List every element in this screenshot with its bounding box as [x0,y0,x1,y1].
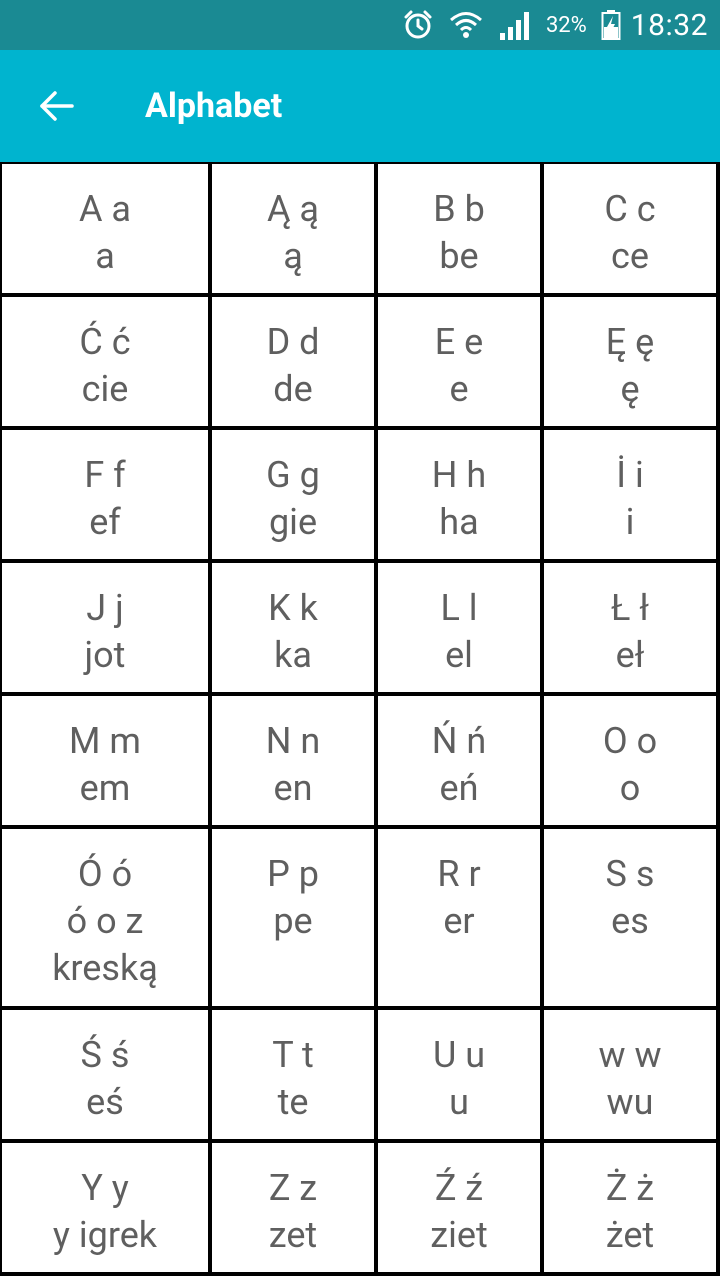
letter-name: y igrek [52,1214,158,1256]
letter-name: de [273,368,313,410]
alphabet-cell[interactable] [2,563,208,692]
alphabet-cell[interactable] [544,1010,716,1139]
letter-name: pe [273,900,313,942]
letter-pair: P p [267,853,319,895]
letter-pair: Ć ć [79,321,131,363]
alphabet-cell[interactable] [212,1010,374,1139]
letter-name: wu [606,1081,654,1123]
alphabet-cell[interactable] [378,563,540,692]
letter-pair: M m [69,720,141,762]
letter-name: żet [605,1214,655,1256]
letter-pair: T t [272,1034,314,1076]
letter-name: es [611,900,649,942]
letter-name: jot [84,634,126,676]
wifi-icon [448,9,484,41]
alphabet-cell[interactable] [378,829,540,1006]
alphabet-cell[interactable] [544,696,716,825]
letter-pair: U u [432,1034,486,1076]
alphabet-cell[interactable] [2,297,208,426]
letter-name: eś [86,1081,124,1123]
alphabet-cell[interactable] [378,430,540,559]
alphabet-cell[interactable] [378,696,540,825]
letter-name: ka [274,634,312,676]
letter-name: u [449,1081,469,1123]
letter-pair: Ń ń [431,720,487,762]
letter-pair: S s [605,853,655,895]
alphabet-cell[interactable] [2,430,208,559]
letter-name: ha [439,501,479,543]
letter-pair: O o [602,720,658,762]
letter-name: te [277,1081,309,1123]
alphabet-cell[interactable] [212,1143,374,1272]
letter-name: el [445,634,473,676]
clock: 18:32 [630,7,708,43]
alphabet-cell[interactable] [378,1143,540,1272]
letter-pair: Ż ż [605,1167,655,1209]
arrow-left-icon [36,86,76,126]
letter-name: eń [439,767,479,809]
letter-pair: K k [268,587,318,629]
letter-pair: Y y [81,1167,129,1209]
letter-pair: A a [79,188,131,230]
alarm-icon [402,9,434,41]
alphabet-cell[interactable] [212,297,374,426]
alphabet-cell[interactable] [544,297,716,426]
letter-pair: Ę ę [605,321,655,363]
alphabet-cell[interactable] [2,829,208,1006]
letter-pair: R r [437,853,481,895]
letter-pair: L l [440,587,478,629]
page-title: Alphabet [145,86,283,126]
letter-pair: G g [266,454,320,496]
alphabet-cell[interactable] [2,696,208,825]
alphabet-cell[interactable] [212,829,374,1006]
letter-pair: Z z [268,1167,318,1209]
letter-pair: J j [86,587,124,629]
alphabet-grid [0,162,720,1276]
letter-name: zet [268,1214,318,1256]
letter-pair: F f [84,454,126,496]
letter-pair: N n [265,720,321,762]
letter-name: em [79,767,131,809]
status-bar [0,0,720,50]
letter-pair: w w [598,1034,662,1076]
alphabet-cell[interactable] [2,1143,208,1272]
alphabet-cell[interactable] [378,1010,540,1139]
alphabet-cell[interactable] [544,563,716,692]
letter-name: ó o z kreską [52,900,158,989]
letter-pair: Ź ź [434,1167,484,1209]
alphabet-cell[interactable] [378,297,540,426]
letter-name: cie [81,368,129,410]
battery-charging-icon [601,9,621,41]
alphabet-cell[interactable] [212,696,374,825]
letter-pair: D d [266,321,320,363]
letter-name: e [449,368,469,410]
letter-name: ę [620,368,640,410]
letter-pair: B b [433,188,485,230]
letter-pair: C c [604,188,656,230]
letter-name: i [625,501,635,543]
letter-name: er [443,900,475,942]
letter-pair: E e [434,321,484,363]
battery-percent: 32% [545,12,587,38]
letter-pair: Ś ś [80,1034,130,1076]
letter-pair: İ i [616,454,644,496]
letter-name: ziet [430,1214,488,1256]
alphabet-cell[interactable] [544,430,716,559]
letter-pair: Ó ó [77,853,133,895]
letter-pair: Ą ą [267,188,319,230]
letter-name: a [95,235,115,277]
letter-name: o [619,767,641,809]
app-bar [0,50,720,162]
alphabet-cell[interactable] [212,164,374,293]
signal-icon [498,9,532,41]
letter-name: en [273,767,313,809]
letter-name: eł [615,634,645,676]
letter-pair: Ł ł [610,587,650,629]
letter-pair: H h [431,454,487,496]
letter-name: ą [283,235,303,277]
letter-name: ef [89,501,121,543]
alphabet-cell[interactable] [2,1010,208,1139]
alphabet-cell[interactable] [544,164,716,293]
alphabet-cell[interactable] [544,829,716,1006]
alphabet-cell[interactable] [544,1143,716,1272]
alphabet-cell[interactable] [2,164,208,293]
letter-name: ce [611,235,649,277]
letter-name: be [439,235,479,277]
back-button[interactable] [0,50,112,162]
alphabet-cell[interactable] [378,164,540,293]
alphabet-cell[interactable] [212,430,374,559]
letter-name: gie [268,501,318,543]
alphabet-cell[interactable] [212,563,374,692]
